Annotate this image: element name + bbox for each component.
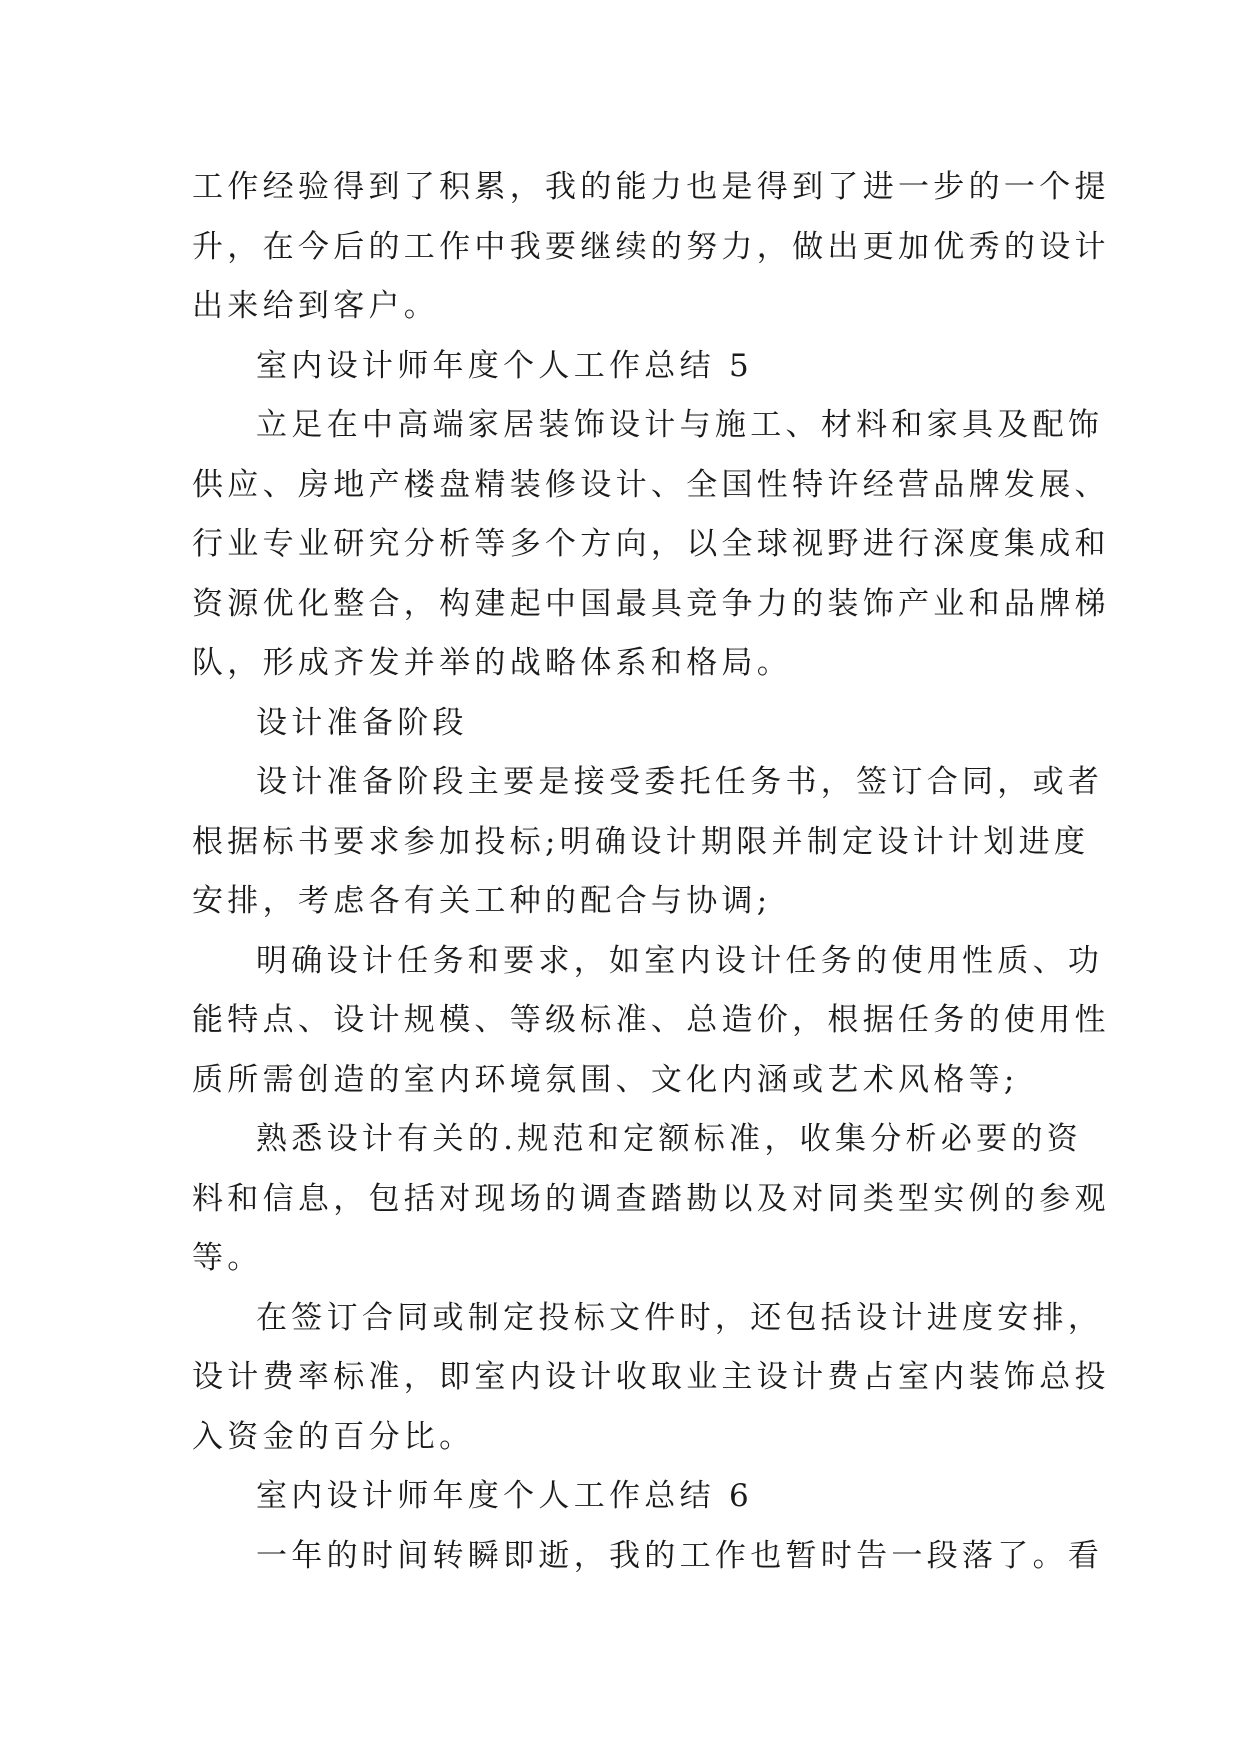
- text-line: 工作经验得到了积累，我的能力也是得到了进一步的一个提: [192, 169, 1110, 205]
- text-line: 料和信息，包括对现场的调查踏勘以及对同类型实例的参观: [192, 1180, 1110, 1217]
- text-line: 能特点、设计规模、等级标准、总造价，根据任务的使用性: [192, 1002, 1110, 1038]
- text-line: 等。: [192, 1240, 263, 1276]
- section-heading: 设计准备阶段: [256, 704, 468, 741]
- text-line: 熟悉设计有关的.规范和定额标准，收集分析必要的资: [256, 1121, 1083, 1157]
- text-line: 安排，考虑各有关工种的配合与协调;: [192, 883, 772, 919]
- text-line: 供应、房地产楼盘精装修设计、全国性特许经营品牌发展、: [192, 466, 1110, 503]
- text-line: 质所需创造的室内环境氛围、文化内涵或艺术风格等;: [192, 1061, 1019, 1098]
- text-line: 资源优化整合，构建起中国最具竞争力的装饰产业和品牌梯: [192, 585, 1110, 622]
- text-line: 入资金的百分比。: [192, 1418, 475, 1455]
- text-line: 根据标书要求参加投标;明确设计期限并制定设计计划进度: [192, 823, 1090, 860]
- section-heading: 室内设计师年度个人工作总结 5: [256, 347, 754, 384]
- text-line: 一年的时间转瞬即逝，我的工作也暂时告一段落了。看: [256, 1537, 1104, 1574]
- document-body: [192, 158, 1110, 1586]
- text-line: 在签订合同或制定投标文件时，还包括设计进度安排，: [256, 1299, 1104, 1336]
- text-line: 立足在中高端家居装饰设计与施工、材料和家具及配饰: [256, 407, 1104, 443]
- text-line: 行业专业研究分析等多个方向，以全球视野进行深度集成和: [192, 526, 1110, 562]
- section-heading: 室内设计师年度个人工作总结 6: [256, 1478, 754, 1514]
- text-line: 设计准备阶段主要是接受委托任务书，签订合同，或者: [256, 764, 1104, 800]
- text-line: 升，在今后的工作中我要继续的努力，做出更加优秀的设计: [192, 228, 1110, 265]
- text-line: 明确设计任务和要求，如室内设计任务的使用性质、功: [256, 942, 1104, 979]
- text-line: 设计费率标准，即室内设计收取业主设计费占室内装饰总投: [192, 1359, 1110, 1395]
- text-line: 队，形成齐发并举的战略体系和格局。: [192, 645, 793, 681]
- text-line: 出来给到客户。: [192, 288, 440, 324]
